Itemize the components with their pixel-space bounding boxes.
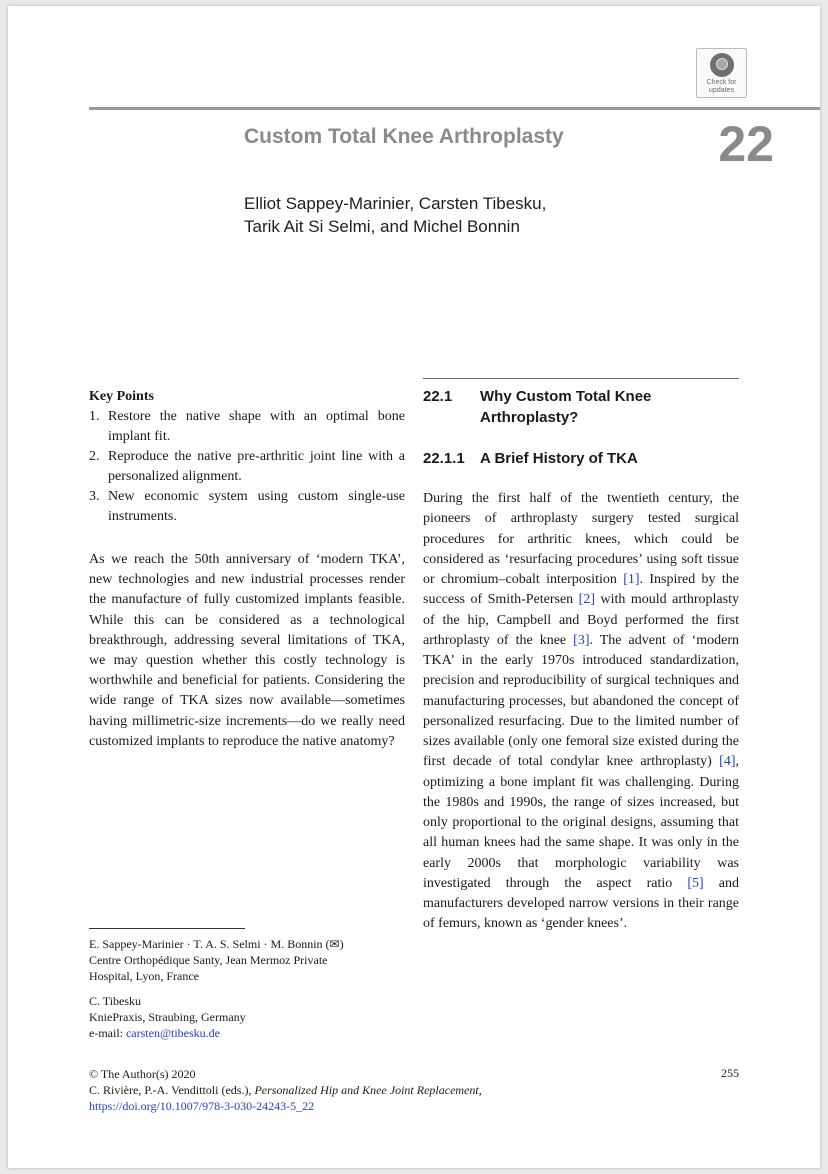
section-number: 22.1 [423, 388, 453, 405]
subsection-heading [423, 448, 739, 470]
affiliation-email-line [89, 1025, 409, 1041]
body-text: with mould arthroplasty of the hip, Campbell and Boyd performed the first arthroplasty of the knee [423, 592, 739, 648]
affiliation-authors: E. Sappey-Marinier · T. A. S. Selmi · M. Bonnin (✉) [89, 937, 344, 951]
check-for-updates-badge[interactable] [696, 48, 747, 98]
copyright-line: © The Author(s) 2020 [89, 1067, 196, 1081]
key-points-list [89, 407, 405, 527]
page-number: 255 [721, 1066, 739, 1080]
key-point-item [89, 447, 405, 487]
subsection-number: 22.1.1 [423, 450, 465, 467]
body-text: , optimizing a bone implant fit was challenging. During the 1980s and 1990s, the range of sizes increased, but only proportional to the original designs, assuming that all human knees had the same shape. It was only in the early 2000s that morphologic variability was investigated through the aspect ratio [423, 754, 739, 891]
authors-line-1: Elliot Sappey-Marinier, Carsten Tibesku, [244, 194, 547, 213]
key-point-text: Restore the native shape with an optimal bone implant fit. [108, 409, 405, 444]
subsection-title: A Brief History of TKA [480, 450, 638, 467]
citation-link[interactable]: [3] [573, 632, 590, 648]
citation-prefix: C. Rivière, P.-A. Vendittoli (eds.), [89, 1083, 255, 1097]
badge-label-2: updates [709, 87, 734, 94]
citation-link[interactable]: [1] [623, 572, 640, 587]
affiliation-1 [89, 936, 409, 984]
section-title-line-2: Arthroplasty? [480, 409, 579, 426]
body-text: . Inspired by the success of Smith-Petersen [423, 572, 739, 608]
body-paragraph [423, 489, 739, 935]
crossmark-icon [710, 53, 734, 77]
section-heading [423, 386, 739, 430]
citation-line [89, 1082, 482, 1098]
doi-link[interactable]: https://doi.org/10.1007/978-3-030-24243-5_22 [89, 1099, 315, 1113]
footnote-rule [89, 928, 245, 929]
author-list [244, 192, 546, 238]
chapter-number: 22 [718, 116, 774, 172]
body-text: and manufacturers developed narrow versions in their range of femurs, known as ‘gender knees’. [423, 875, 739, 932]
section-title-line-1: Why Custom Total Knee [480, 388, 652, 405]
intro-paragraph: As we reach the 50th anniversary of ‘modern TKA’, new technologies and new industrial processes render the manufacture of fully customized implants feasible. While this can be considered as a technological breakthrough, addressing several limitations of TKA, we may question whether this costly technology is worthwhile and beneficial for patients. Considering the wide range of TKA sizes now available—sometimes having millimetric-size increments—do we really need customized implants to reproduce the native anatomy? [89, 552, 405, 749]
key-point-number: 2. [89, 449, 100, 464]
citation-link[interactable]: [5] [687, 875, 704, 891]
key-point-number: 1. [89, 409, 100, 424]
citation-link[interactable]: [4] [719, 754, 736, 770]
affiliation-2 [89, 993, 409, 1041]
email-label: e-mail: [89, 1026, 126, 1040]
badge-label-1: Check for [706, 79, 737, 86]
chapter-title: Custom Total Knee Arthroplasty [244, 125, 564, 148]
key-point-item [89, 487, 405, 527]
section-rule [423, 378, 739, 379]
affiliation-author: C. Tibesku [89, 994, 142, 1008]
key-points-heading: Key Points [89, 389, 154, 404]
affiliation-location: Hospital, Lyon, France [89, 969, 199, 983]
citation-link[interactable]: [2] [578, 592, 595, 608]
header-rule [89, 107, 820, 110]
citation-suffix: , [478, 1083, 482, 1097]
body-text: During the first half of the twentieth century, the pioneers of arthroplasty surgery tested surgical procedures for arthritic knees, which could be considered as ‘resurfacing procedures’ using soft tissue or chromium–cobalt interposition [423, 491, 739, 587]
key-point-item [89, 407, 405, 447]
citation-book-title: Personalized Hip and Knee Joint Replacement [254, 1083, 479, 1097]
email-link[interactable]: carsten@tibesku.de [125, 1026, 221, 1040]
authors-line-2: Tarik Ait Si Selmi, and Michel Bonnin [244, 217, 520, 236]
body-text: . The advent of ‘modern TKA’ in the early 1970s introduced standardization, precision and reproducibility of surgical techniques and manufacturing processes, but abandoned the concept of personalized resurfacing. Due to the limited number of sizes available (only one femoral size existed during the first decade of total condylar knee arthroplasty) [423, 632, 739, 770]
key-point-number: 3. [89, 489, 100, 504]
key-point-text: Reproduce the native pre-arthritic joint line with a personalized alignment. [108, 449, 405, 484]
affiliation-institution: KniePraxis, Straubing, Germany [89, 1010, 246, 1024]
key-point-text: New economic system using custom single-use instruments. [108, 489, 405, 524]
affiliation-institution: Centre Orthopédique Santy, Jean Mermoz Private [89, 953, 328, 967]
